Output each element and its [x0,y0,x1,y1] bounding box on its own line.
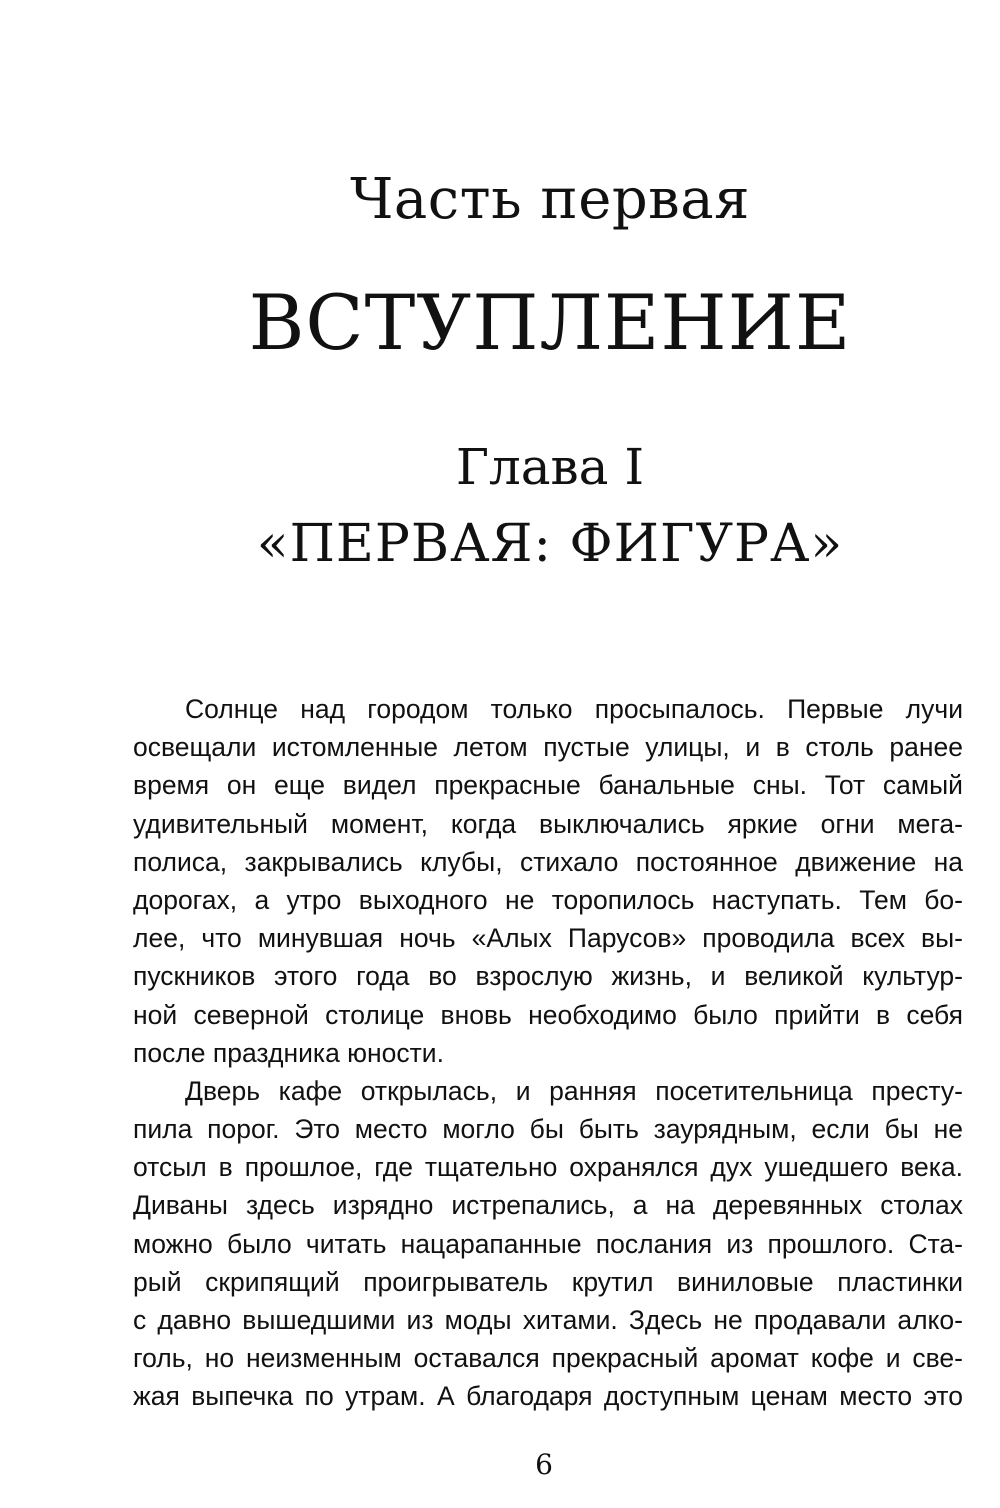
text-line: с давно вышедшими из моды хитами. Здесь не продавали алко- [133,1305,963,1335]
chapter-number: Глава I [455,438,645,496]
chapter-title: «ПЕРВАЯ: ФИГУРА» [256,514,844,574]
text-line: освещали истомленные летом пустые улицы, и в столь ранее [133,732,963,763]
part-title: Часть первая [350,167,750,232]
text-line: Солнце над городом только просыпалось. Первые лучи [185,694,963,724]
text-line: пила порог. Это место могло бы быть заурядным, если бы не [133,1114,963,1145]
text-line: время он еще видел прекрасные банальные сны. Тот самый [133,770,963,801]
section-title: ВСТУПЛЕНИЕ [248,278,852,367]
body-text [133,690,963,1416]
text-line: отсыл в прошлое, где тщательно охранялся дух ушедшего века. [133,1152,963,1183]
text-line: удивительный момент, когда выключались яркие огни мега- [133,808,963,839]
page-number: 6 [535,1448,553,1481]
text-line: после праздника юности. [133,1037,444,1068]
text-line: можно было читать нацарапанные послания из прошлого. Ста- [133,1228,963,1259]
text-line: голь, но неизменным оставался прекрасный аромат кофе и све- [133,1343,963,1374]
text-line: жая выпечка по утрам. А благодаря доступным ценам место это [133,1381,963,1412]
text-line: полиса, закрывались клубы, стихало постоянное движение на [133,846,963,877]
text-line: Дверь кафе открылась, и ранняя посетительница престу- [185,1075,963,1106]
text-line: дорогах, а утро выходного не торопилось наступать. Тем бо- [133,884,963,915]
text-line: ной северной столице вновь необходимо было прийти в себя [133,999,963,1030]
text-line: рый скрипящий проигрыватель крутил виниловые пластинки [133,1266,963,1297]
text-line: лее, что минувшая ночь «Алых Парусов» проводила всех вы- [133,923,963,954]
text-line: пускников этого года во взрослую жизнь, и великой культур- [133,961,963,992]
text-line: Диваны здесь изрядно истрепались, а на деревянных столах [133,1190,963,1221]
